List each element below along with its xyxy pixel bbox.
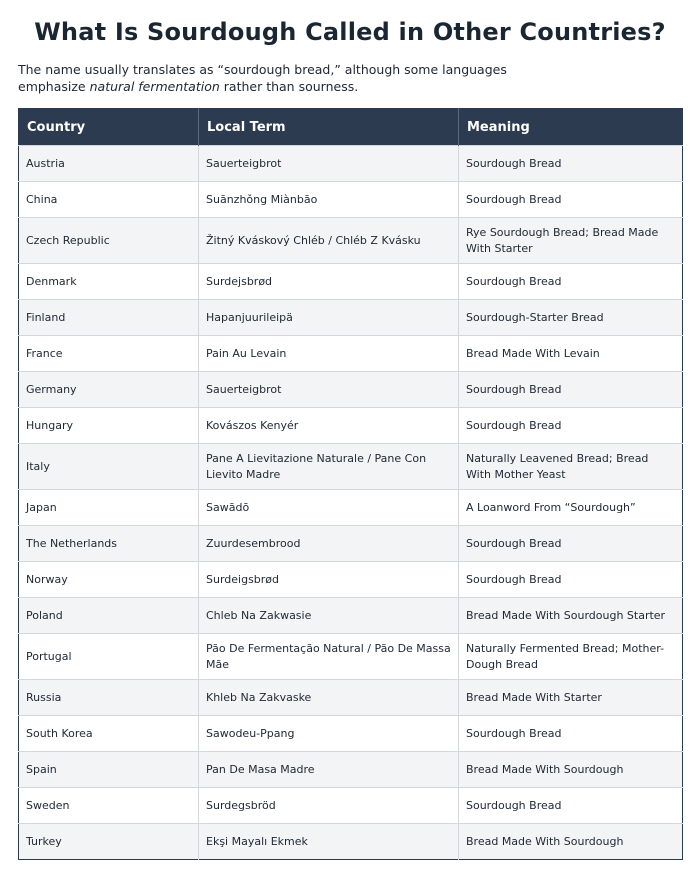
table-body (19, 146, 683, 860)
country-cell: Turkey (19, 824, 199, 860)
table-row (19, 634, 683, 680)
table-row (19, 716, 683, 752)
table-row (19, 444, 683, 490)
header-country: Country (19, 109, 199, 146)
meaning-cell: Sourdough Bread (459, 788, 683, 824)
local-term-cell: Pain Au Levain (199, 336, 459, 372)
header-meaning: Meaning (459, 109, 683, 146)
country-cell: Hungary (19, 408, 199, 444)
table-row (19, 408, 683, 444)
table-row (19, 824, 683, 860)
local-term-cell: Kovászos Kenyér (199, 408, 459, 444)
meaning-cell: Sourdough Bread (459, 408, 683, 444)
country-cell: Czech Republic (19, 218, 199, 264)
table-row (19, 562, 683, 598)
local-term-cell: Hapanjuurileipä (199, 300, 459, 336)
local-term-cell: Sauerteigbrot (199, 372, 459, 408)
country-cell: China (19, 182, 199, 218)
meaning-cell: Sourdough Bread (459, 716, 683, 752)
meaning-cell: Bread Made With Sourdough (459, 824, 683, 860)
meaning-cell: Bread Made With Sourdough Starter (459, 598, 683, 634)
table-row (19, 788, 683, 824)
table-row (19, 598, 683, 634)
country-cell: Poland (19, 598, 199, 634)
meaning-cell: Sourdough Bread (459, 146, 683, 182)
meaning-cell: Naturally Leavened Bread; Bread With Mother Yeast (459, 444, 683, 490)
meaning-cell: Sourdough Bread (459, 526, 683, 562)
local-term-cell: Chleb Na Zakwasie (199, 598, 459, 634)
local-term-cell: Sawādō (199, 490, 459, 526)
meaning-cell: Bread Made With Starter (459, 680, 683, 716)
country-cell: Norway (19, 562, 199, 598)
country-cell: Germany (19, 372, 199, 408)
meaning-cell: A Loanword From “Sourdough” (459, 490, 683, 526)
country-cell: Denmark (19, 264, 199, 300)
country-cell: South Korea (19, 716, 199, 752)
meaning-cell: Bread Made With Levain (459, 336, 683, 372)
table-row (19, 526, 683, 562)
intro-text-after: rather than sourness. (219, 79, 359, 94)
local-term-cell: Suānzhǒng Miànbāo (199, 182, 459, 218)
country-cell: Spain (19, 752, 199, 788)
local-term-cell: Žitný Kváskový Chléb / Chléb Z Kvásku (199, 218, 459, 264)
country-cell: Japan (19, 490, 199, 526)
meaning-cell: Sourdough Bread (459, 182, 683, 218)
country-cell: Russia (19, 680, 199, 716)
meaning-cell: Sourdough Bread (459, 264, 683, 300)
table-row (19, 336, 683, 372)
local-term-cell: Ekşi Mayalı Ekmek (199, 824, 459, 860)
table-row (19, 182, 683, 218)
intro-emphasis: natural fermentation (89, 79, 220, 94)
table-header-row (19, 109, 683, 146)
local-term-cell: Sawodeu-Ppang (199, 716, 459, 752)
table-row (19, 680, 683, 716)
intro-paragraph (18, 61, 538, 95)
table-row (19, 218, 683, 264)
country-cell: Sweden (19, 788, 199, 824)
local-term-cell: Surdeigsbrød (199, 562, 459, 598)
table-row (19, 752, 683, 788)
meaning-cell: Sourdough-Starter Bread (459, 300, 683, 336)
local-term-cell: Sauerteigbrot (199, 146, 459, 182)
table-row (19, 146, 683, 182)
table-row (19, 300, 683, 336)
local-term-cell: Zuurdesembrood (199, 526, 459, 562)
meaning-cell: Sourdough Bread (459, 562, 683, 598)
meaning-cell: Rye Sourdough Bread; Bread Made With Starter (459, 218, 683, 264)
table-header (19, 109, 683, 146)
sourdough-names-table (18, 108, 683, 860)
country-cell: Italy (19, 444, 199, 490)
country-cell: Austria (19, 146, 199, 182)
local-term-cell: Surdejsbrød (199, 264, 459, 300)
country-cell: Finland (19, 300, 199, 336)
country-cell: France (19, 336, 199, 372)
local-term-cell: Pão De Fermentação Natural / Pão De Massa Mãe (199, 634, 459, 680)
intro-text-before: The name usually translates as “sourdough bread,” although some languages emphasize (18, 62, 507, 94)
meaning-cell: Bread Made With Sourdough (459, 752, 683, 788)
table-row (19, 264, 683, 300)
table-row (19, 372, 683, 408)
local-term-cell: Khleb Na Zakvaske (199, 680, 459, 716)
header-local-term: Local Term (199, 109, 459, 146)
meaning-cell: Naturally Fermented Bread; Mother-Dough Bread (459, 634, 683, 680)
local-term-cell: Surdegsbröd (199, 788, 459, 824)
local-term-cell: Pan De Masa Madre (199, 752, 459, 788)
page-title: What Is Sourdough Called in Other Countries? (34, 18, 666, 46)
local-term-cell: Pane A Lievitazione Naturale / Pane Con Lievito Madre (199, 444, 459, 490)
table-row (19, 490, 683, 526)
meaning-cell: Sourdough Bread (459, 372, 683, 408)
country-cell: Portugal (19, 634, 199, 680)
country-cell: The Netherlands (19, 526, 199, 562)
